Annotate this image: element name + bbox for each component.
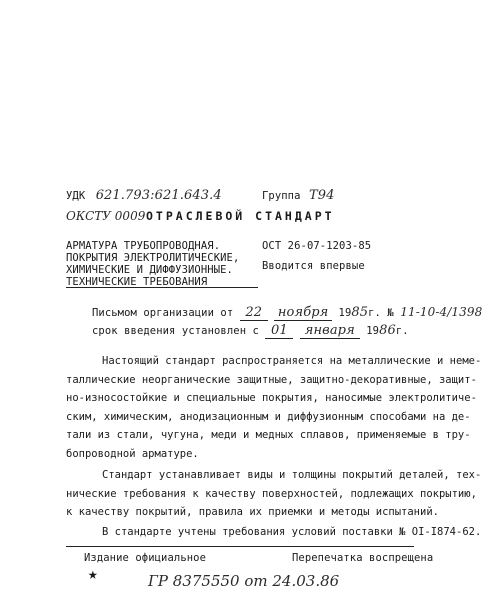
title-line: ТЕХНИЧЕСКИЕ ТРЕБОВАНИЯ bbox=[66, 276, 208, 288]
title-underline bbox=[66, 287, 258, 288]
body-line: тали из стали, чугуна, меди и медных сплавов, применяемые в тру- bbox=[66, 429, 471, 442]
title-line: ХИМИЧЕСКИЕ И ДИФФУЗИОННЫЕ. bbox=[66, 264, 233, 276]
body-line: В стандарте учтены требования условий поставки № ОI-I874-62. bbox=[102, 526, 482, 538]
term-year-prefix: 19 bbox=[366, 325, 380, 337]
body-line: нические требования к качеству поверхностей, подлежащих покрытию, bbox=[66, 487, 477, 500]
standard-code: ОСТ 26-07-1203-85 bbox=[262, 240, 372, 252]
body-line: Стандарт устанавливает виды и толщины покрытий деталей, тех- bbox=[102, 469, 482, 481]
title-line: ПОКРЫТИЯ ЭЛЕКТРОЛИТИЧЕСКИЕ, bbox=[66, 252, 240, 264]
official-edition: Издание официальное bbox=[84, 552, 207, 564]
letter-year-suffix: г. № bbox=[368, 307, 394, 319]
letter-number: 11-10-4/1398 bbox=[400, 305, 482, 319]
body-line: Настоящий стандарт распространяется на металлические и немe- bbox=[102, 355, 482, 367]
term-year-suffix: г. bbox=[395, 325, 409, 337]
group-label: Группа bbox=[262, 190, 301, 202]
paragraph-1 bbox=[66, 352, 481, 464]
okstu-code: ОКСТУ 0009 bbox=[66, 209, 146, 223]
letter-month: ноября bbox=[274, 305, 332, 321]
term-year: 86 bbox=[379, 323, 396, 338]
paragraph-2 bbox=[66, 466, 481, 522]
footer-rule bbox=[66, 546, 414, 547]
letter-line bbox=[92, 305, 482, 321]
header-title: ОТРАСЛЕВОЙ СТАНДАРТ bbox=[146, 209, 335, 223]
letter-prefix: Письмом организации от bbox=[92, 307, 234, 319]
document-title bbox=[66, 240, 239, 288]
term-day: 01 bbox=[265, 323, 293, 339]
registration-note: ГР 8375550 от 24.03.86 bbox=[148, 572, 340, 590]
body-line: но-износостойкие и специальные покрытия, наносимые электролитиче- bbox=[66, 392, 477, 405]
letter-day: 22 bbox=[240, 305, 268, 321]
group-line bbox=[262, 188, 334, 203]
body-line: ским, химическим, анодизационным и диффузионным способами на де- bbox=[66, 410, 471, 423]
reprint-forbidden: Перепечатка воспрещена bbox=[292, 552, 434, 564]
term-prefix: срок введения установлен с bbox=[92, 325, 259, 337]
body-line: таллические неорганические защитные, защитно-декоративные, защит- bbox=[66, 373, 477, 386]
udk-line bbox=[66, 188, 222, 203]
body-line: к качеству покрытий, правила их приемки и методы испытаний. bbox=[66, 506, 439, 519]
star-icon: ★ bbox=[88, 564, 98, 583]
udk-value: 621.793:621.643.4 bbox=[95, 188, 222, 203]
udk-label: УДК bbox=[66, 190, 86, 202]
letter-year-prefix: 19 bbox=[338, 307, 352, 319]
letter-year: 85 bbox=[351, 305, 369, 320]
title-line: АРМАТУРА ТРУБОПРОВОДНАЯ. bbox=[66, 240, 221, 252]
group-value: Т94 bbox=[308, 188, 335, 203]
paragraph-3 bbox=[66, 526, 481, 538]
term-line bbox=[92, 323, 409, 339]
introduced-note: Вводится впервые bbox=[262, 260, 365, 272]
body-line: бопроводной арматуре. bbox=[66, 447, 199, 460]
term-month: января bbox=[300, 323, 360, 339]
